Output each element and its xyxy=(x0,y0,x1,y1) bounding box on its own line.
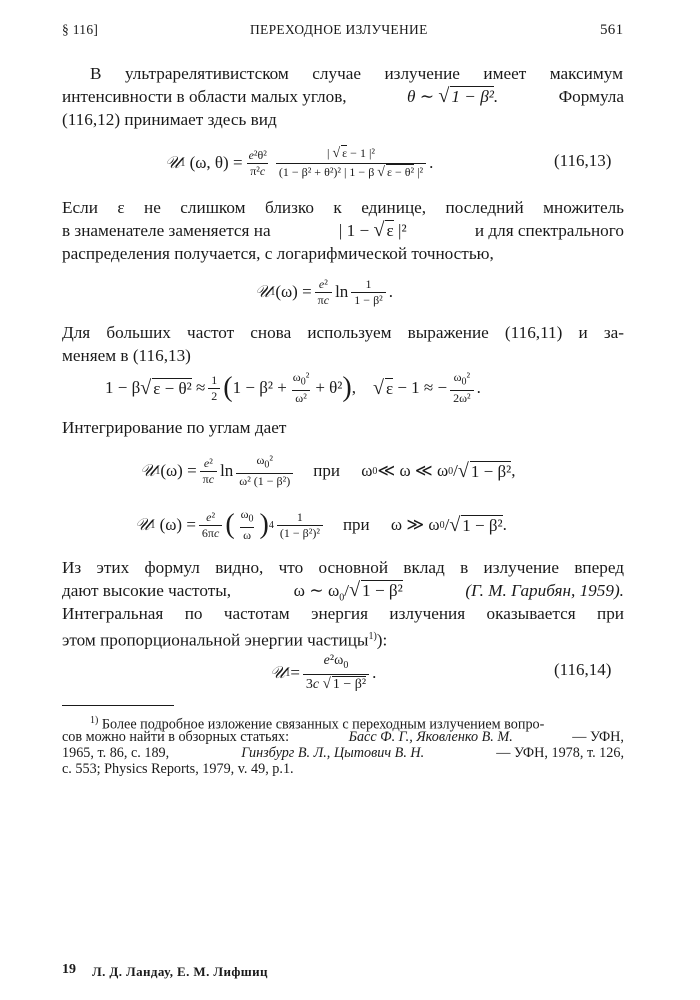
equation-label: (116,13) xyxy=(554,151,612,170)
footnote-rule xyxy=(62,705,174,706)
paragraph-line: Если ε не слишком близко к единице, последний множитель xyxy=(62,198,624,217)
paragraph-line: Интегрирование по углам дает xyxy=(62,418,287,437)
equation-116-13: 𝒰 1 (ω, θ) = $\frac{\text{e²θ²}}{\text{π²c}}$ $\frac{\text{| √ ε − 1 |²}}{\text{(1 − β² + θ²)² | 1 − β √ ε − θ² |²}}$ . xyxy=(165,145,434,180)
equation-log-spectrum: 𝒰 1 (ω) = $\frac{\text{e²}}{\pi c}$ ln $\frac{1}{\text{1 − β²}}$ . xyxy=(255,276,394,307)
page-number: 561 xyxy=(600,22,624,38)
paragraph-line: распределения получается, с логарифмической точностью, xyxy=(62,244,494,263)
paragraph-line: (116,12) принимает здесь вид xyxy=(62,110,277,129)
running-title: ПЕРЕХОДНОЕ ИЗЛУЧЕНИЕ xyxy=(250,22,428,37)
word-pri: при xyxy=(342,515,370,534)
paragraph-line: этом пропорциональной энергии частицы$^{1)}$): xyxy=(62,630,388,650)
signature-mark: 19 xyxy=(62,962,76,977)
paragraph-line: Из этих формул видно, что основной вклад в излучение вперед xyxy=(62,558,624,577)
equation-integrated-low: 𝒰 1 (ω) = $\frac{\text{e²}}{\pi c}$ ln $\frac{\omega_0^2}{\text{ω² (1 − β²)}}$ при ω 0 ≪ ω ≪ ω 0 / √ 1 − β² , xyxy=(140,453,516,488)
equation-label: (116,14) xyxy=(554,660,612,679)
footnote-line: $^{1)}$ Более подробное изложение связанных с переходным излучением вопро- xyxy=(90,715,545,733)
paragraph-line: Для больших частот снова используем выражение (116,11) и за- xyxy=(62,323,624,342)
footer-authors: Л. Д. Ландау, Е. М. Лифшиц xyxy=(92,964,268,979)
equation-116-14: 𝒰 1 = $\frac{e^2\omega_0}{\text{3c √ 1 − β²}}$ . xyxy=(270,652,377,693)
footnote-line: 1965, т. 86, с. 189, Гинзбург В. Л., Цытович В. Н. — УФН, 1978, т. 126, xyxy=(62,745,624,761)
paragraph-line: в знаменателе заменяется на | 1 − √ ε |² и для спектрального xyxy=(62,219,624,241)
section-ref: § 116] xyxy=(62,22,99,37)
paragraph-line: Интегральная по частотам энергия излучения оказывается при xyxy=(62,604,624,623)
equation-substitution: 1 − β √ ε − θ² ≈ $\frac{1}{2}$ ( 1 − β² + $\frac{\omega_0^2}{\text{ω²}}$ + θ² ) , √ ε − 1 ≈ − $\frac{\omega_0^2}{\text{2ω²}}$ . xyxy=(105,370,481,405)
paragraph-line: интенсивности в области малых углов, θ ∼ √ 1 − β². Формула xyxy=(62,85,624,107)
equation-integrated-high: 𝒰 1 (ω) = $\frac{\text{e²}}{6\pi c}$ ( $\frac{\omega_0}{\omega}$ ) 4 $\frac{1}{\text{(1 − β²)²}}$ при ω ≫ ω 0 / √ 1 − β² . xyxy=(135,507,507,542)
footnote-ref: 1) xyxy=(368,631,377,642)
paragraph-line: дают высокие частоты, ω ∼ $\omega_0/√$ 1 − β² (Г. М. Гарибян, 1959). xyxy=(62,579,624,604)
paragraph-line: В ультрарелятивистском случае излучение имеет максимум xyxy=(90,64,623,83)
footnote-line: с. 553; Physics Reports, 1979, v. 49, p.1. xyxy=(62,761,294,777)
paragraph-line: меняем в (116,13) xyxy=(62,346,191,365)
word-pri: при xyxy=(313,461,340,480)
footnote-line: сов можно найти в обзорных статьях: Басс Ф. Г., Яковленко В. М. — УФН, xyxy=(62,729,624,745)
